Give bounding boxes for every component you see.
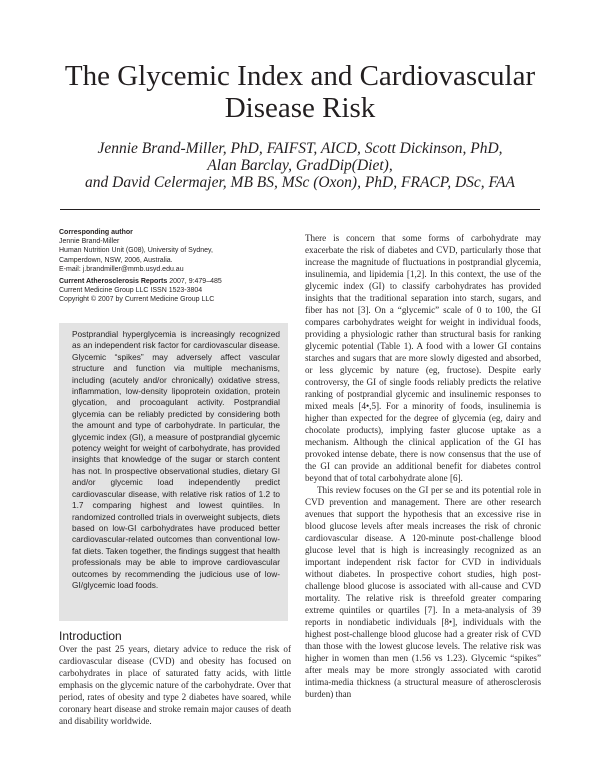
introduction-paragraph: Over the past 25 years, dietary advice to reduce the risk of cardiovascular disease (CVD) and obesity has focused on carbohydrates in place of saturated fatty acids, with little emphasis on the glycemic nature of the carbohydrate. Over that period, rates of obesity and type 2 diabetes have soared, while coronary heart disease and stroke remain major causes of death and disability worldwide. (59, 644, 291, 726)
corresponding-author-heading: Corresponding author (59, 229, 133, 236)
corresponding-author-line: Jennie Brand-Miller (59, 238, 120, 246)
author-line: Alan Barclay, GradDip(Diet), (207, 157, 393, 174)
corresponding-author-line: Camperdown, NSW, 2006, Australia. (59, 256, 173, 264)
introduction-heading: Introduction (59, 629, 122, 643)
abstract-box (59, 323, 288, 621)
body-paragraph: This review focuses on the GI per se and its potential role in CVD prevention and management. There are other research avenues that support the hypothesis that an excessive rise in blood glucose levels after meals increases the risk of chronic cardiovascular disease. A 120-minute post-challenge blood glucose level that is high is increasingly recognized as an important independent risk factor for CVD in individuals without diabetes. In prospective cohort studies, high post-challenge blood glucose is associated with all-cause and CVD mortality. The relative risk is threefold greater comparing extreme quintiles or quartiles [7]. In a meta-analysis of 39 reports in nondiabetic individuals [8•], individuals with the highest post-challenge blood glucose had a greater risk of CVD than those with the lowest glucose levels. The relative risk was higher in women than men (1.56 vs 1.23). Glycemic “spikes” after meals may be more strongly associated with carotid intima-media thickness (a structural measure of atherosclerosis burden) than (305, 485, 541, 699)
abstract-text: Postprandial hyperglycemia is increasingly recognized as an independent risk factor for cardiovascular disease. Glycemic “spikes” may adversely affect vascular structure and function via multiple mechanisms, including (acutely and/or chronically) oxidative stress, inflammation, low-density lipoprotein oxidation, protein glycation, and procoagulant activity. Postprandial glycemia can be reliably predicted by considering both the amount and type of carbohydrate. In particular, the glycemic index (GI), a measure of postprandial glycemic potency weight for weight of carbohydrate, has provided insights that knowledge of the sugar or starch content has not. In prospective observational studies, dietary GI and/or glycemic load independently predict cardiovascular disease, with relative risk ratios of 1.2 to 1.7 comparing highest and lowest quintiles. In randomized controlled trials in overweight subjects, diets based on low-GI carbohydrates have produced better cardiovascular-related outcomes than conventional low-fat diets. Taken together, the findings suggest that health professionals may be able to improve cardiovascular outcomes by recommending the judicious use of low-GI/glycemic load foods. (72, 329, 280, 590)
author-line: and David Celermajer, MB BS, MSc (Oxon), PhD, FRACP, DSc, FAA (85, 174, 515, 191)
article-title: The Glycemic Index and Cardiovascular Disease Risk (64, 60, 536, 124)
journal-citation (59, 277, 283, 286)
body-paragraph: There is concern that some forms of carbohydrate may exacerbate the risk of diabetes and CVD, particularly those that increase the magnitude of fluctuations in postprandial glycemia, insulinemia, and lipidemia [1,2]. In this context, the use of the glycemic index (GI) to classify carbohydrates has provided insights that the traditional separation into starch, sugars, and fiber has not [3]. On a “glycemic” scale of 0 to 100, the GI compares carbohydrates weight for weight in individual foods, providing a physiologic rather than structural basis for ranking glycemic potential (Table 1). A food with a lower GI contains starches and sugars that are more slowly digested and absorbed, or less glycemic by nature (eg, fructose). Despite early controversy, the GI of single foods reliably predicts the relative ranking of postprandial glycemic and insulinemic responses to mixed meals [4•,5]. For a minority of foods, insulinemia is higher than expected for the degree of glycemia (eg, dairy and chocolate products), implying faster glucose uptake as a mechanism. Although the clinical application of the GI has provoked intense debate, there is now consensus that the use of the GI can provide an additional benefit for diabetes control beyond that of total carbohydrate alone [6]. (305, 233, 541, 483)
author-list (40, 140, 560, 191)
author-line: Jennie Brand-Miller, PhD, FAIFST, AICD, Scott Dickinson, PhD, (97, 140, 503, 157)
journal-name: Current Atherosclerosis Reports (59, 278, 168, 286)
corresponding-author-line: Human Nutrition Unit (G08), University of Sydney, (59, 247, 213, 255)
right-column (305, 232, 541, 700)
article-metadata (59, 228, 283, 305)
corresponding-author-email: E-mail: j.brandmiller@mmb.usyd.edu.au (59, 265, 184, 273)
journal-volume: 2007, 9:479–485 (167, 278, 222, 286)
copyright-line: Copyright © 2007 by Current Medicine Group LLC (59, 296, 215, 304)
title-divider (60, 209, 540, 210)
publisher-line: Current Medicine Group LLC ISSN 1523-3804 (59, 287, 203, 295)
